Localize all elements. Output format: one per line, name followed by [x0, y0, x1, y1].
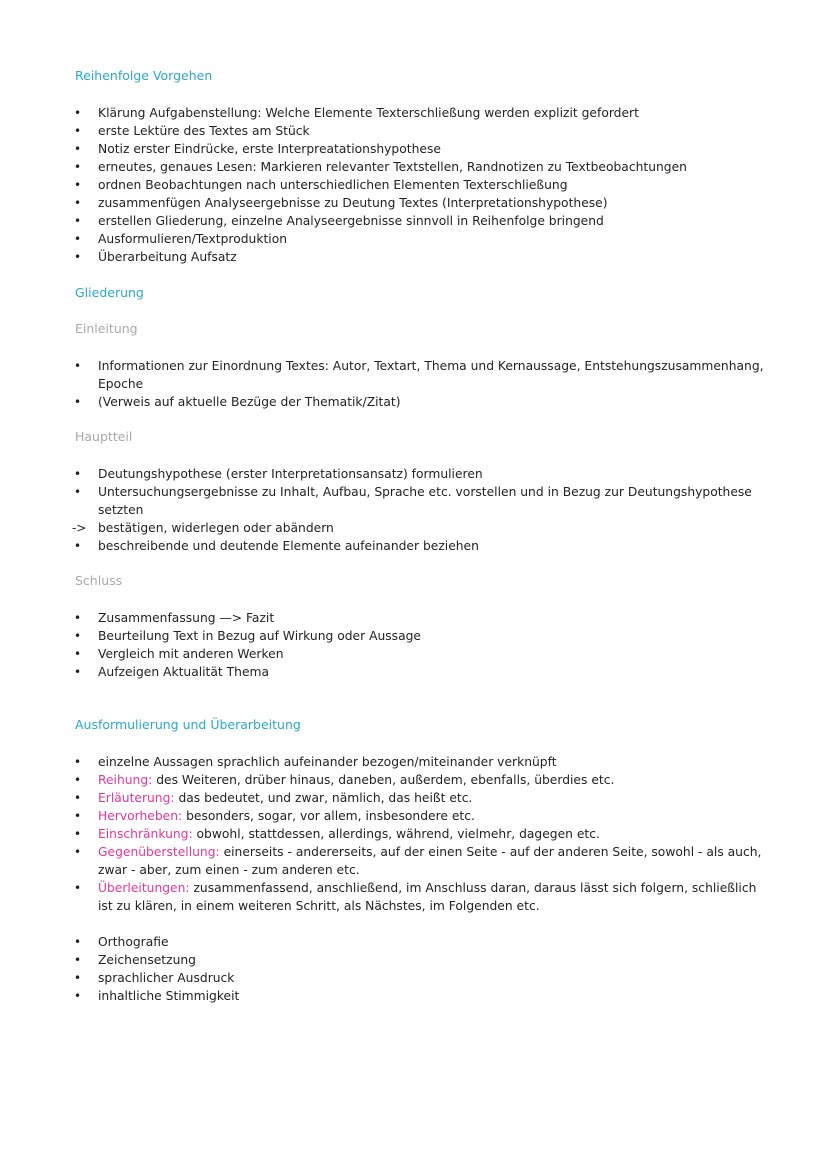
bullet-icon: • — [74, 611, 82, 625]
bullet-icon: • — [74, 971, 82, 985]
heading-gliederung: Gliederung — [75, 285, 144, 300]
list-item: • Zusammenfassung —> Fazit — [74, 611, 275, 625]
bullet-icon: • — [74, 395, 82, 409]
list-item: • erste Lektüre des Textes am Stück — [74, 124, 310, 138]
list-item: • beschreibende und deutende Elemente aufeinander beziehen — [74, 539, 479, 553]
list-item: • (Verweis auf aktuelle Bezüge der Thematik/Zitat) — [74, 395, 401, 409]
list-item: -> bestätigen, widerlegen oder abändern — [72, 521, 334, 535]
list-reihenfolge — [0, 104, 828, 266]
list-item: • Ausformulieren/Textproduktion — [74, 232, 288, 246]
term-label: Reihung: — [98, 773, 153, 787]
bullet-icon: • — [74, 467, 82, 481]
list-item-erlaeuterung: • Erläuterung: das bedeutet, und zwar, nämlich, das heißt etc. — [74, 791, 473, 805]
bullet-icon: • — [74, 106, 82, 120]
list-hauptteil — [0, 465, 828, 555]
list-item-gegenueberstellung: • Gegenüberstellung: einerseits - andererseits, auf der einen Seite - auf der anderen Seite, sowohl - als auch, zwar - aber, zum einen - zum anderen etc. — [74, 845, 762, 877]
list-item: • Untersuchungsergebnisse zu Inhalt, Aufbau, Sprache etc. vorstellen und in Bezug zur Deutungshypothese setzten — [74, 485, 752, 517]
bullet-icon: • — [74, 250, 82, 264]
list-item-ueberleitungen: • Überleitungen: zusammenfassend, anschließend, im Anschluss daran, daraus lässt sich folgern, schließlich ist zu klären, in einem weiteren Schritt, als Nächstes, im Folgenden etc. — [74, 881, 757, 913]
list-item-hervorheben: • Hervorheben: besonders, sogar, vor allem, insbesondere etc. — [74, 809, 475, 823]
term-label: Überleitungen: — [98, 881, 190, 895]
list-item: • Überarbeitung Aufsatz — [74, 250, 237, 264]
bullet-icon: • — [74, 827, 82, 841]
bullet-icon: • — [74, 214, 82, 228]
list-checklist — [0, 933, 828, 1005]
list-item: • Orthografie — [74, 935, 169, 949]
term-label: Gegenüberstellung: — [98, 845, 220, 859]
bullet-icon: • — [74, 791, 82, 805]
list-item: • inhaltliche Stimmigkeit — [74, 989, 240, 1003]
bullet-icon: • — [74, 665, 82, 679]
list-item: • Klärung Aufgabenstellung: Welche Elemente Texterschließung werden explizit gefordert — [74, 106, 639, 120]
heading-reihenfolge: Reihenfolge Vorgehen — [75, 68, 213, 83]
list-item: • Deutungshypothese (erster Interpretationsansatz) formulieren — [74, 467, 483, 481]
subheading-hauptteil: Hauptteil — [75, 429, 133, 444]
bullet-icon: • — [74, 196, 82, 210]
bullet-icon: • — [74, 647, 82, 661]
list-item: • erstellen Gliederung, einzelne Analyseergebnisse sinnvoll in Reihenfolge bringend — [74, 214, 604, 228]
bullet-icon: • — [74, 359, 82, 373]
term-label: Einschränkung: — [98, 827, 193, 841]
list-item: • Aufzeigen Aktualität Thema — [74, 665, 270, 679]
list-item: • Informationen zur Einordnung Textes: Autor, Textart, Thema und Kernaussage, Entstehungszusammenhang, Epoche — [74, 359, 764, 391]
bullet-icon: • — [74, 989, 82, 1003]
subheading-einleitung: Einleitung — [75, 321, 138, 336]
bullet-icon: • — [74, 232, 82, 246]
term-label: Hervorheben: — [98, 809, 183, 823]
bullet-icon: • — [74, 160, 82, 174]
list-item: • Notiz erster Eindrücke, erste Interpreatationshypothese — [74, 142, 441, 156]
list-item: • einzelne Aussagen sprachlich aufeinander bezogen/miteinander verknüpft — [74, 755, 557, 769]
list-ausformulierung — [0, 753, 828, 915]
list-item: • ordnen Beobachtungen nach unterschiedlichen Elementen Texterschließung — [74, 178, 568, 192]
list-schluss — [0, 609, 828, 681]
list-item: • Zeichensetzung — [74, 953, 196, 967]
subheading-schluss: Schluss — [75, 573, 123, 588]
list-item-einschraenkung: • Einschränkung: obwohl, stattdessen, allerdings, während, vielmehr, dagegen etc. — [74, 827, 600, 841]
list-item-reihung: • Reihung: des Weiteren, drüber hinaus, daneben, außerdem, ebenfalls, überdies etc. — [74, 773, 615, 787]
list-item: • Beurteilung Text in Bezug auf Wirkung oder Aussage — [74, 629, 421, 643]
heading-ausformulierung: Ausformulierung und Überarbeitung — [75, 717, 301, 732]
bullet-icon: • — [74, 124, 82, 138]
list-item: • erneutes, genaues Lesen: Markieren relevanter Textstellen, Randnotizen zu Textbeobachtungen — [74, 160, 687, 174]
bullet-icon: • — [74, 773, 82, 787]
bullet-icon: • — [74, 142, 82, 156]
bullet-icon: • — [74, 485, 82, 499]
list-item: • zusammenfügen Analyseergebnisse zu Deutung Textes (Interpretationshypothese) — [74, 196, 608, 210]
list-einleitung — [0, 357, 828, 411]
bullet-icon: • — [74, 845, 82, 859]
bullet-icon: • — [74, 539, 82, 553]
bullet-icon: • — [74, 755, 82, 769]
arrow-icon: -> — [72, 521, 87, 535]
list-item: • Vergleich mit anderen Werken — [74, 647, 284, 661]
bullet-icon: • — [74, 881, 82, 895]
bullet-icon: • — [74, 953, 82, 967]
list-item: • sprachlicher Ausdruck — [74, 971, 235, 985]
bullet-icon: • — [74, 629, 82, 643]
bullet-icon: • — [74, 935, 82, 949]
bullet-icon: • — [74, 178, 82, 192]
term-label: Erläuterung: — [98, 791, 175, 805]
bullet-icon: • — [74, 809, 82, 823]
